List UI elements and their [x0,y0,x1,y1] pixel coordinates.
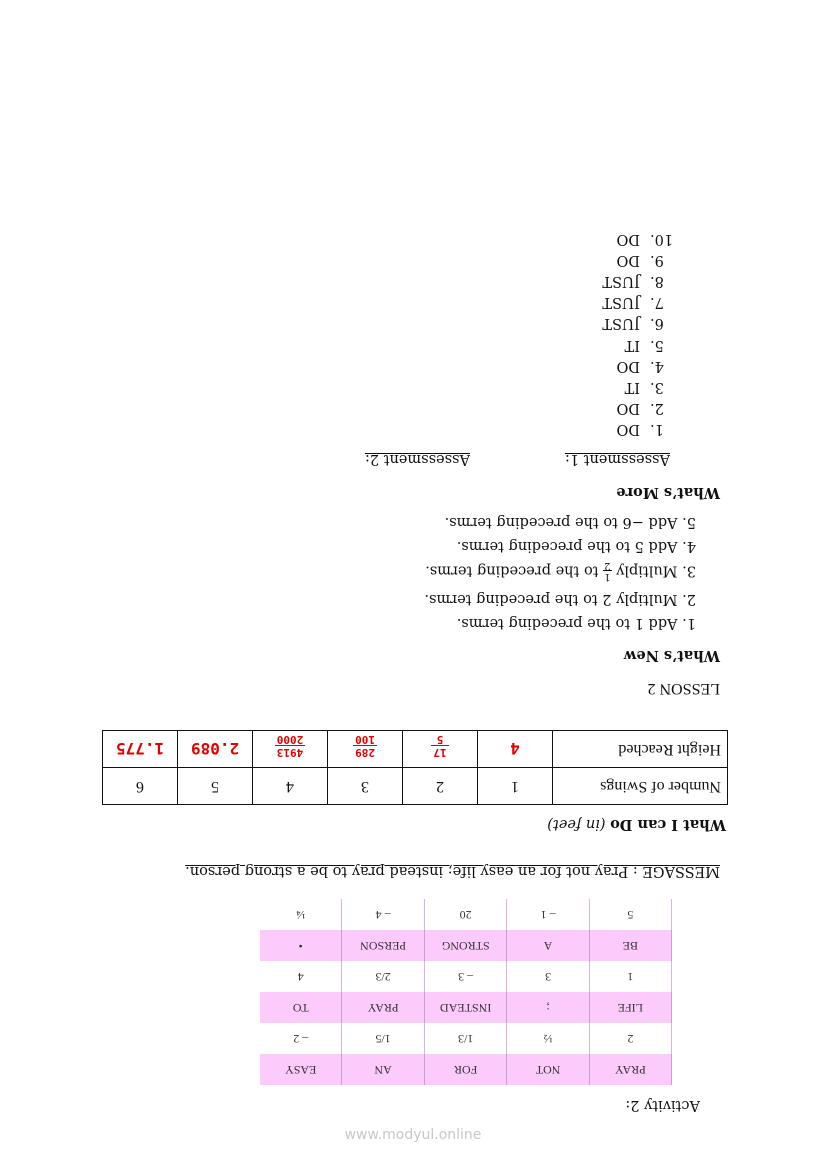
grid-row [260,1023,672,1054]
grid-cell: BE [589,930,671,961]
answer-number: 7. [650,294,664,311]
grid-cell: A [507,930,589,961]
grid-cell: 20 [424,899,507,930]
list-item [425,560,696,581]
answer-number: 1. [650,421,664,437]
assessment-1-label: Assessment 1: [564,451,670,467]
answer-item [602,273,680,289]
item-number: 3. [682,562,696,579]
height-value [328,731,403,768]
answer-text: IT [624,378,640,395]
grid-cell: 1/5 [342,1023,425,1054]
grid-cell: ½ [507,1023,589,1054]
swing-table [102,730,728,805]
list-item [457,538,696,554]
whats-new-heading: What’s New [623,647,720,664]
grid-row [260,930,672,961]
grid-cell: 2 [589,1023,671,1054]
heading-title: What I can Do [610,816,726,833]
answer-text: DO [616,252,640,269]
grid-cell: 1 [589,961,671,992]
grid-row [260,1054,672,1085]
answer-text: DO [616,421,640,437]
answer-item [616,400,680,416]
height-fraction [353,734,377,759]
fraction-numerator: 17 [433,746,447,760]
item-text: Add 1 to the preceding terms. [456,615,678,631]
answer-item [602,294,680,310]
item-text: Multiply [616,562,678,579]
answer-text: DO [616,357,640,374]
answer-text: JUST [602,294,640,311]
item-number: 1. [682,615,696,631]
grid-cell: STRONG [424,930,507,961]
height-value [478,731,553,768]
grid-cell: 4 [260,961,342,992]
grid-cell: – 3 [424,961,507,992]
grid-cell: – 4 [342,899,425,930]
grid-cell: LIFE [589,992,671,1023]
fraction-numerator: 1 [604,571,611,582]
fraction-numerator: 4913 [276,746,304,760]
grid-cell: – 2 [260,1023,342,1054]
what-i-can-do-heading [547,816,726,833]
message-text: MESSAGE : Pray not for an easy life; instead pray to be a strong person. [185,863,720,879]
grid-cell: 5 [589,899,671,930]
height-value [403,731,478,768]
answer-text: DO [616,231,640,248]
swing-count: 2 [403,768,478,805]
answer-text: IT [624,336,640,353]
grid-cell: 1/3 [424,1023,507,1054]
height-fraction [275,734,306,759]
fraction [603,560,611,581]
table-row [103,731,728,768]
height-value [178,731,253,768]
grid-cell: PRAY [589,1054,671,1085]
swing-count: 6 [103,768,178,805]
answer-item [616,358,680,374]
grid-row [260,899,672,930]
height-value [253,731,328,768]
swing-count: 4 [253,768,328,805]
answer-text: DO [616,399,640,416]
height-number: 4 [510,739,520,759]
grid-cell: PERSON [342,930,425,961]
answer-number: 6. [650,315,664,332]
grid-cell: EASY [260,1054,342,1085]
answer-number: 9. [650,252,664,269]
answer-item [602,316,680,332]
answer-number: 3. [650,378,664,395]
lesson-title: LESSON 2 [647,680,720,697]
item-number: 2. [682,591,696,607]
whats-more-heading: What’s More [616,484,720,501]
fraction-denominator: 2000 [276,733,304,747]
item-text: to the preceding terms. [425,562,599,579]
watermark: www.modyul.online [344,1127,482,1143]
row-header: Number of Swings [553,768,728,805]
grid-cell: INSTEAD [424,992,507,1023]
swing-count: 1 [478,768,553,805]
height-fraction [431,734,448,759]
grid-cell: – 1 [507,899,589,930]
swing-count: 5 [178,768,253,805]
answer-item [616,231,680,247]
list-item [457,615,696,631]
heading-unit: (in feet) [547,816,606,832]
answer-number: 2. [650,399,664,416]
answer-item [625,337,680,353]
swing-count: 3 [328,768,403,805]
item-text: Add 5 to the preceding terms. [456,538,678,554]
list-item [424,591,696,607]
grid-cell: TO [260,992,342,1023]
answer-number: 10. [650,231,674,248]
answer-item [616,421,680,437]
fraction-numerator: 289 [355,746,375,760]
row-header: Height Reached [553,731,728,768]
answer-item [625,379,680,395]
grid-cell: ¼ [260,899,342,930]
grid-cell: ; [507,992,589,1023]
assessment-2-label: Assessment 2: [364,451,470,467]
table-row [103,768,728,805]
grid-cell: PRAY [342,992,425,1023]
item-number: 4. [682,538,696,554]
answer-item [616,252,680,268]
fraction-denominator: 100 [355,733,375,747]
list-item [445,514,696,530]
answer-number: 4. [650,357,664,374]
height-value [103,731,178,768]
item-text: Multiply 2 to the preceding terms. [424,591,678,607]
word-number-grid [260,899,672,1085]
fraction-denominator: 5 [436,733,444,747]
grid-cell: FOR [424,1054,507,1085]
answer-number: 8. [650,273,664,290]
activity-title: Activity 2: [625,1097,700,1113]
grid-cell: AN [342,1054,425,1085]
grid-row [260,992,672,1023]
item-number: 5. [682,514,696,530]
grid-row [260,961,672,992]
answer-number: 5. [650,336,664,353]
grid-cell: • [260,930,342,961]
height-number: 2.089 [190,739,240,759]
height-number: 1.775 [115,739,165,759]
answer-text: JUST [602,315,640,332]
answer-text: JUST [602,273,640,290]
fraction-denominator: 2 [604,560,611,571]
grid-cell: 2/3 [342,961,425,992]
grid-cell: 3 [507,961,589,992]
item-text: Add −6 to the preceding terms. [444,514,678,530]
grid-cell: NOT [507,1054,589,1085]
